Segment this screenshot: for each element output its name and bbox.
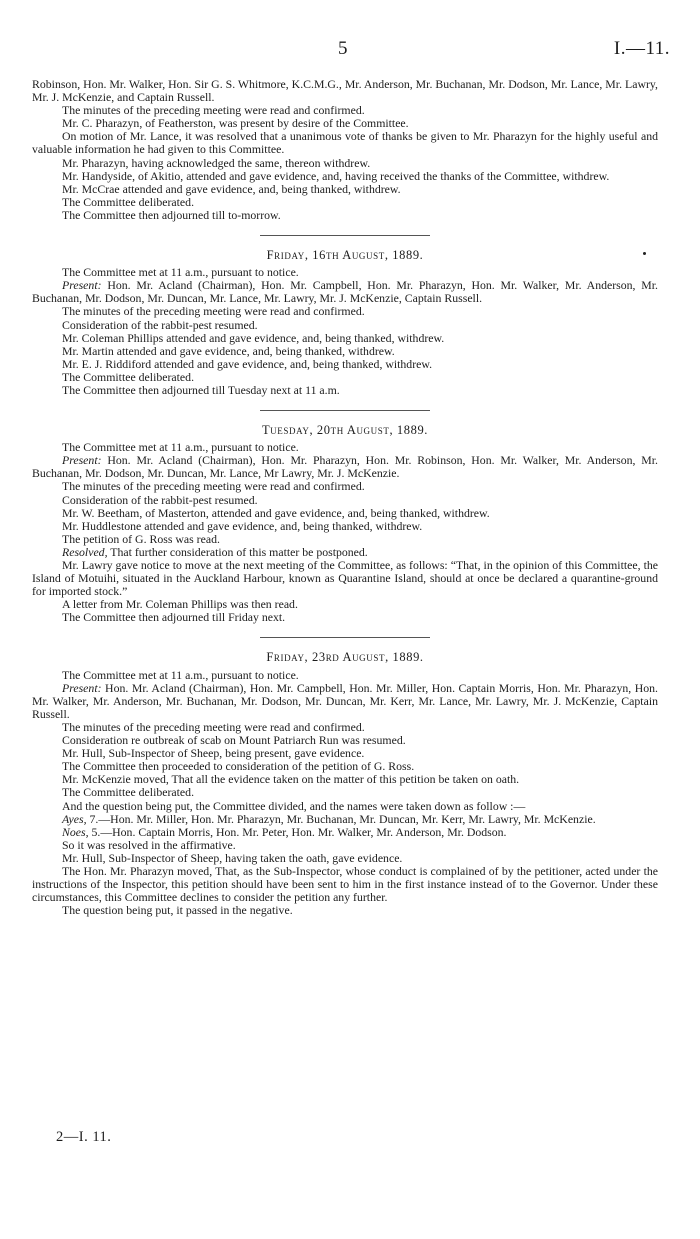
paragraph-text: The Committee met at 11 a.m., pursuant to notice. (62, 440, 299, 455)
opening-paragraphs (32, 78, 658, 222)
paragraph-text: The Committee then adjourned till Tuesday next at 11 a.m. (62, 382, 340, 397)
paragraph-text: The minutes of the preceding meeting were read and confirmed. (62, 304, 365, 319)
paragraph-text: Robinson, Hon. Mr. Walker, Hon. Sir G. S. Whitmore, K.C.M.G., Mr. Anderson, Mr. Buchanan, Mr. Dodson, Mr. Lance, Mr. Lawry, Mr. J. McKenzie, and Captain Russell. (32, 77, 658, 105)
document-reference: I.—11. (613, 38, 670, 59)
paragraph-text: The question being put, it passed in the negative. (62, 903, 293, 918)
paragraph-text: The minutes of the preceding meeting were read and confirmed. (62, 103, 365, 118)
paragraph-text: Mr. Huddlestone attended and gave evidence, and, being thanked, withdrew. (62, 518, 423, 533)
page-header (0, 38, 700, 60)
minutes-paragraph (32, 78, 658, 104)
paragraph-text: On motion of Mr. Lance, it was resolved that a unanimous vote of thanks be given to Mr. Pharazyn for the highly useful and valuable information he had given to this Committee. (32, 129, 658, 157)
footer-signature: 2—I. 11. (56, 1129, 112, 1145)
paragraph-text: Mr. Lawry gave notice to move at the next meeting of the Committee, as follows: “That, in the opinion of this Committee, the Island of Motuihi, situated in the Auckland Harbour, known as Quarantine Island, should at once be declared a quarantine-ground for imported stock.” (32, 558, 658, 599)
paragraph-text: The Committee met at 11 a.m., pursuant to notice. (62, 667, 299, 682)
paragraph-text: Mr. McCrae attended and gave evidence, and, being thanked, withdrew. (62, 181, 401, 196)
paragraph-text: Mr. Martin attended and gave evidence, and, being thanked, withdrew. (62, 343, 395, 358)
paragraph-text: Consideration re outbreak of scab on Mount Patriarch Run was resumed. (62, 733, 406, 748)
minutes-paragraph (32, 384, 658, 397)
paragraph-text: Consideration of the rabbit-pest resumed. (62, 492, 258, 507)
paragraph-text: Mr. Hull, Sub-Inspector of Sheep, having taken the oath, gave evidence. (62, 850, 403, 865)
paragraph-text: The Committee deliberated. (62, 194, 195, 209)
paragraph-label: Resolved, (62, 544, 108, 559)
section-divider (260, 410, 430, 411)
meeting-section (32, 637, 658, 917)
paragraph-label: Present: (62, 278, 102, 293)
paragraph-label: Present: (62, 453, 102, 468)
paragraph-label: Ayes, (62, 811, 87, 826)
paragraph-text: That further consideration of this matter be postponed. (107, 544, 368, 559)
minutes-paragraph (32, 682, 658, 721)
minutes-sections (32, 235, 658, 917)
paragraph-label: Present: (62, 680, 102, 695)
paragraph-text: 7.—Hon. Mr. Miller, Hon. Mr. Pharazyn, Mr. Buchanan, Mr. Duncan, Mr. Kerr, Mr. Lawry, Mr. McKenzie. (86, 811, 596, 826)
paragraph-text: The Committee then adjourned till to-morrow. (62, 207, 281, 222)
section-heading: Tuesday, 20th August, 1889. (261, 423, 429, 438)
paragraph-text: Mr. Pharazyn, having acknowledged the same, thereon withdrew. (62, 155, 371, 170)
paragraph-text: Hon. Mr. Acland (Chairman), Hon. Mr. Campbell, Hon. Mr. Miller, Hon. Captain Morris, Hon. Mr. Pharazyn, Hon. Mr. Walker, Mr. Anderson, Mr. Buchanan, Mr. Dodson, Mr. Duncan, Mr. Kerr, Mr. Lance, Mr. Lawry, Mr. J. McKenzie, Captain Russell. (32, 680, 658, 721)
paragraph-text: The Hon. Mr. Pharazyn moved, That, as the Sub-Inspector, whose conduct is complained of by the petitioner, acted under the instructions of the Inspector, this petition should have been sent to him in the first instance instead of to the Governor. Under these circumstances, this Committee declines to consider the petition any further. (32, 863, 658, 905)
minutes-paragraph (32, 611, 658, 624)
paragraph-text: Consideration of the rabbit-pest resumed. (62, 317, 258, 332)
minutes-paragraph (32, 454, 658, 480)
section-divider (260, 235, 430, 236)
section-heading: Friday, 23rd August, 1889. (266, 650, 424, 665)
minutes-paragraph (32, 559, 658, 598)
meeting-section (32, 235, 658, 397)
paragraph-text: The petition of G. Ross was read. (62, 531, 220, 546)
minutes-paragraph (32, 279, 658, 305)
paragraph-text: Mr. W. Beetham, of Masterton, attended and gave evidence, and, being thanked, withdrew. (62, 505, 490, 520)
paragraph-text: Mr. McKenzie moved, That all the evidence taken on the matter of this petition be taken on oath. (62, 772, 520, 787)
page-number: 5 (338, 38, 348, 59)
minutes-paragraph (32, 865, 658, 904)
paragraph-label: Noes, (62, 824, 89, 839)
paragraph-text: And the question being put, the Committee divided, and the names were taken down as follow :— (62, 798, 526, 813)
paragraph-text: Hon. Mr. Acland (Chairman), Hon. Mr. Campbell, Hon. Mr. Pharazyn, Hon. Mr. Walker, Mr. Anderson, Mr. Buchanan, Mr. Dodson, Mr. Duncan, Mr. Lance, Mr. Lawry, Mr. J. McKenzie, Captain Russell. (32, 278, 658, 306)
section-divider (260, 637, 430, 638)
section-heading: Friday, 16th August, 1889. (266, 248, 424, 263)
paragraph-text: Mr. E. J. Riddiford attended and gave evidence, and, being thanked, withdrew. (62, 356, 433, 371)
minutes-paragraph (32, 904, 658, 917)
paragraph-text: The minutes of the preceding meeting were read and confirmed. (62, 719, 365, 734)
paragraph-text: The minutes of the preceding meeting were read and confirmed. (62, 479, 365, 494)
meeting-section (32, 410, 658, 624)
paragraph-text: The Committee then adjourned till Friday next. (62, 610, 286, 625)
minutes-paragraph (32, 209, 658, 222)
paragraph-text: So it was resolved in the affirmative. (62, 837, 236, 852)
minutes-paragraph (32, 130, 658, 156)
paragraph-text: The Committee then proceeded to consideration of the petition of G. Ross. (62, 759, 415, 774)
paragraph-text: Mr. C. Pharazyn, of Featherston, was present by desire of the Committee. (62, 116, 409, 131)
paragraph-text: The Committee deliberated. (62, 785, 195, 800)
paragraph-text: 5.—Hon. Captain Morris, Hon. Mr. Peter, Hon. Mr. Walker, Mr. Anderson, Mr. Dodson. (88, 824, 507, 839)
paragraph-text: Mr. Handyside, of Akitio, attended and gave evidence, and, having received the thanks of the Committee, withdrew. (62, 168, 610, 183)
paragraph-text: Mr. Coleman Phillips attended and gave evidence, and, being thanked, withdrew. (62, 330, 445, 345)
paragraph-text: The Committee deliberated. (62, 369, 195, 384)
paragraph-text: A letter from Mr. Coleman Phillips was then read. (62, 597, 298, 612)
paragraph-text: The Committee met at 11 a.m., pursuant to notice. (62, 265, 299, 280)
paragraph-text: Mr. Hull, Sub-Inspector of Sheep, being present, gave evidence. (62, 746, 365, 761)
paragraph-text: Hon. Mr. Acland (Chairman), Hon. Mr. Pharazyn, Hon. Mr. Robinson, Hon. Mr. Walker, Mr. Anderson, Mr. Buchanan, Mr. Dodson, Mr. Duncan, Mr. Lance, Mr Lawry, Mr. J. McKenzie. (32, 453, 658, 481)
